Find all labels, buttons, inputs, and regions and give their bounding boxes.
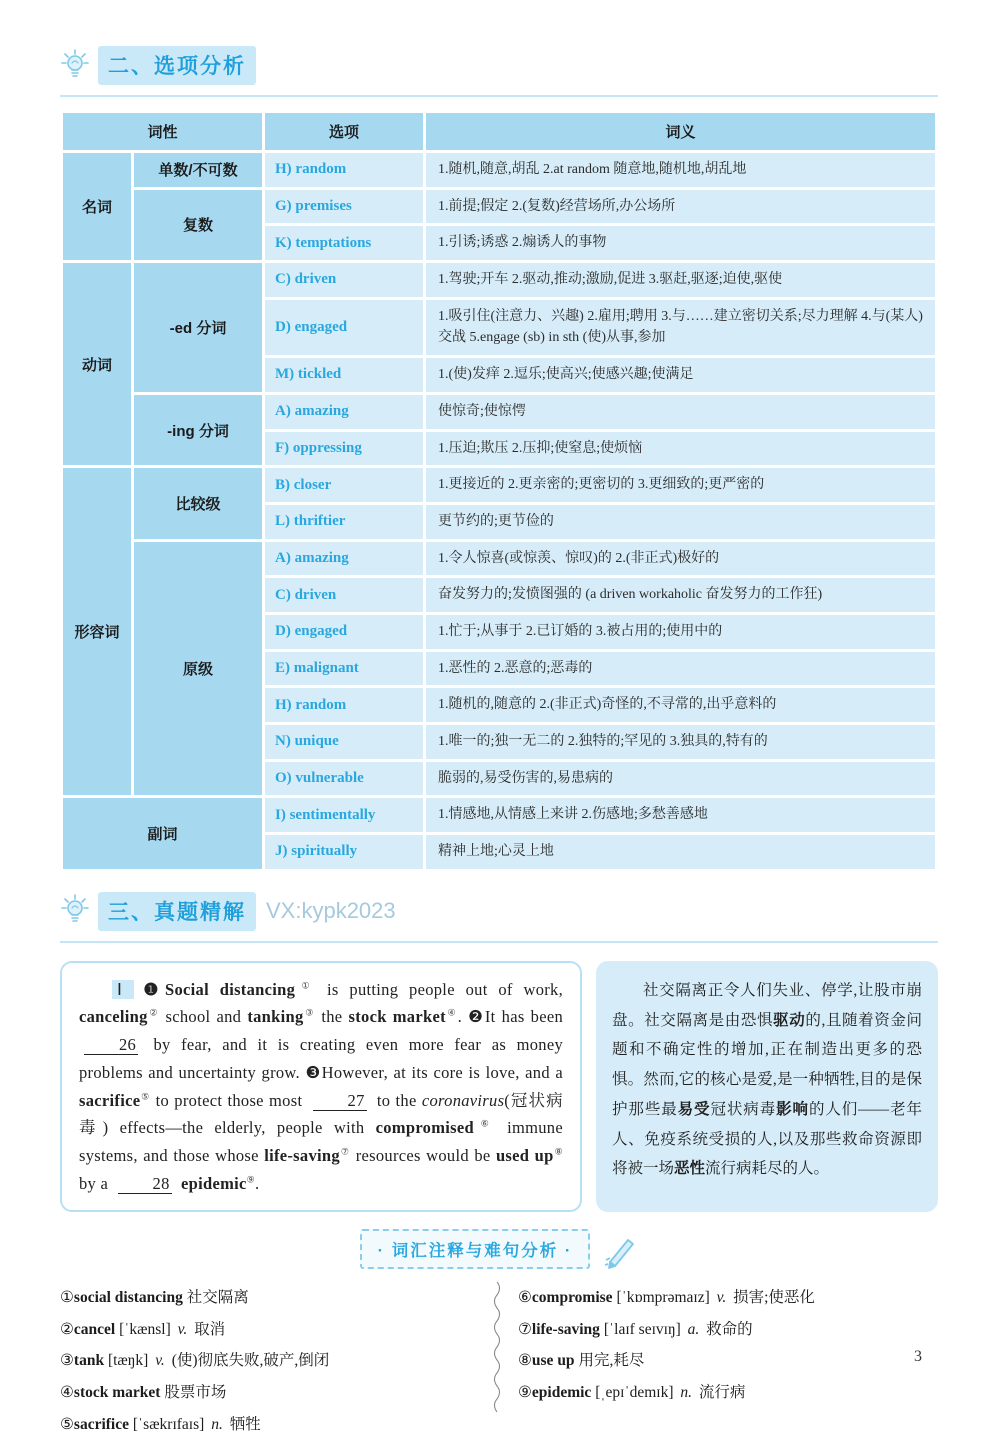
footnote-ref: ④ — [445, 1007, 458, 1018]
table-row — [63, 468, 935, 502]
pos-subgroup-cell: -ed 分词 — [134, 263, 262, 392]
option-cell: N) unique — [265, 725, 423, 759]
options-analysis-table — [60, 110, 938, 872]
passage-row — [60, 961, 938, 1212]
meaning-cell: 精神上地;心灵上地 — [426, 835, 935, 869]
vocab-number: ⑥ — [518, 1288, 532, 1306]
vocab-pos: a. — [683, 1320, 700, 1338]
vocab-number: ② — [60, 1320, 74, 1338]
table-row — [63, 798, 935, 832]
blank-28: 28 — [118, 1175, 172, 1194]
section-title: 三、真题精解 — [98, 892, 256, 931]
meaning-cell: 1.压迫;欺压 2.压抑;使窒息;使烦恼 — [426, 432, 935, 466]
vocab-title-badge: · 词汇注释与难句分析 · — [360, 1229, 591, 1269]
vocab-item — [60, 1345, 490, 1377]
vocab-item — [60, 1282, 490, 1314]
vocab-pos: v. — [712, 1288, 727, 1306]
meaning-cell: 1.恶性的 2.恶意的;恶毒的 — [426, 652, 935, 686]
vocab-item — [518, 1314, 938, 1346]
meaning-cell: 1.唯一的;独一无二的 2.独特的;罕见的 3.独具的,特有的 — [426, 725, 935, 759]
blank-27: 27 — [313, 1092, 367, 1111]
meaning-cell: 使惊奇;使惊愕 — [426, 395, 935, 429]
meaning-cell: 脆弱的,易受伤害的,易患病的 — [426, 762, 935, 796]
pos-subgroup-cell: 单数/不可数 — [134, 153, 262, 187]
paragraph-marker: Ⅰ — [112, 980, 134, 999]
lightbulb-icon — [60, 49, 90, 83]
option-cell: E) malignant — [265, 652, 423, 686]
pos-subgroup-cell: 比较级 — [134, 468, 262, 538]
vocab-pos: n. — [676, 1384, 693, 1402]
pos-group-cell: 副词 — [63, 798, 262, 868]
vocab-number: ⑤ — [60, 1415, 74, 1433]
footnote-ref: ⑧ — [553, 1146, 563, 1157]
vocab-phonetic: [ˈsækrɪfaɪs] — [128, 1415, 205, 1433]
english-passage-box — [60, 961, 582, 1212]
vocab-item — [60, 1377, 490, 1409]
meaning-cell: 1.(使)发痒 2.逗乐;使高兴;使感兴趣;使满足 — [426, 358, 935, 392]
blank-26: 26 — [84, 1036, 138, 1055]
vocab-word: epidemic — [531, 1384, 592, 1402]
vocab-item — [518, 1377, 938, 1409]
meaning-cell: 1.随机,随意,胡乱 2.at random 随意地,随机地,胡乱地 — [426, 153, 935, 187]
vocab-word: cancel — [73, 1320, 116, 1338]
table-row — [63, 542, 935, 576]
lightbulb-icon — [60, 894, 90, 928]
vocab-column-left — [60, 1282, 490, 1441]
pos-group-cell: 形容词 — [63, 468, 131, 795]
header-pos: 词性 — [63, 113, 262, 150]
pos-subgroup-cell: 原级 — [134, 542, 262, 796]
footnote-ref: ② — [147, 1007, 160, 1018]
vocab-number: ⑧ — [518, 1352, 532, 1370]
vocab-lists — [60, 1282, 938, 1441]
pos-subgroup-cell: 复数 — [134, 190, 262, 260]
meaning-cell: 1.驾驶;开车 2.驱动,推动;激励,促进 3.驱赶,驱逐;迫使,驱使 — [426, 263, 935, 297]
vocab-item — [60, 1314, 490, 1346]
vocab-item — [518, 1282, 938, 1314]
option-cell: G) premises — [265, 190, 423, 224]
option-cell: J) spiritually — [265, 835, 423, 869]
vocab-meaning: 救命的 — [702, 1320, 753, 1338]
meaning-cell: 1.忙于;从事于 2.已订婚的 3.被占用的;使用中的 — [426, 615, 935, 649]
section-option-analysis-header — [60, 46, 938, 97]
table-row — [63, 153, 935, 187]
footnote-ref: ③ — [303, 1007, 316, 1018]
option-cell: M) tickled — [265, 358, 423, 392]
vocab-pos: n. — [207, 1415, 223, 1433]
option-cell: I) sentimentally — [265, 798, 423, 832]
option-cell: L) thriftier — [265, 505, 423, 539]
meaning-cell: 更节约的;更节俭的 — [426, 505, 935, 539]
meaning-cell: 1.更接近的 2.更亲密的;更密切的 3.更细致的;更严密的 — [426, 468, 935, 502]
option-cell: D) engaged — [265, 615, 423, 649]
wavy-divider — [490, 1282, 504, 1441]
vocab-word: stock market — [73, 1384, 161, 1402]
vocab-number: ⑦ — [518, 1320, 532, 1338]
footnote-ref: ⑥ — [473, 1118, 496, 1129]
option-cell: O) vulnerable — [265, 762, 423, 796]
footnote-ref: ⑦ — [339, 1146, 351, 1157]
section-analysis-header — [60, 892, 938, 943]
meaning-cell: 1.吸引住(注意力、兴趣) 2.雇用;聘用 3.与……建立密切关系;尽力理解 4.与(某人)交战 5.engage (sb) in sth (使)从事,参加 — [426, 300, 935, 355]
vocab-meaning: 取消 — [190, 1320, 226, 1338]
section-title: 二、选项分析 — [98, 46, 256, 85]
vocab-item — [60, 1409, 490, 1441]
header-option: 选项 — [265, 113, 423, 150]
footnote-ref: ① — [295, 980, 317, 991]
vocab-item — [518, 1345, 938, 1377]
option-cell: C) driven — [265, 263, 423, 297]
vocab-word: sacrifice — [73, 1415, 129, 1433]
table-header-row — [63, 113, 935, 150]
vocab-phonetic: [ˈkɒmprəmaɪz] — [612, 1288, 710, 1306]
vocab-word: use up — [531, 1352, 575, 1370]
vocab-word: life-saving — [531, 1320, 600, 1338]
page-number: 3 — [914, 1348, 922, 1365]
vocab-number: ③ — [60, 1352, 74, 1370]
vocab-phonetic: [tæŋk] — [104, 1352, 149, 1370]
option-cell: D) engaged — [265, 300, 423, 355]
vocab-meaning: (使)彻底失败,破产,倒闭 — [167, 1352, 330, 1370]
pos-subgroup-cell: -ing 分词 — [134, 395, 262, 465]
meaning-cell: 1.前提;假定 2.(复数)经营场所,办公场所 — [426, 190, 935, 224]
pen-icon — [598, 1234, 638, 1270]
vocab-column-right — [504, 1282, 938, 1441]
header-meaning: 词义 — [426, 113, 935, 150]
vocab-meaning: 用完,耗尽 — [574, 1352, 645, 1370]
meaning-cell: 1.令人惊喜(或惊羡、惊叹)的 2.(非正式)极好的 — [426, 542, 935, 576]
option-cell: B) closer — [265, 468, 423, 502]
meaning-cell: 奋发努力的;发愤图强的 (a driven workaholic 奋发努力的工作狂) — [426, 578, 935, 612]
table-row — [63, 263, 935, 297]
option-cell: A) amazing — [265, 542, 423, 576]
vocab-meaning: 社交隔离 — [182, 1288, 249, 1306]
footnote-ref: ⑤ — [140, 1091, 151, 1102]
option-cell: K) temptations — [265, 226, 423, 260]
vocab-phonetic: [ˈlaɪf seɪvɪŋ] — [599, 1320, 681, 1338]
watermark-text: VX:kypk2023 — [266, 898, 396, 924]
vocab-phonetic: [ˌepɪˈdemɪk] — [591, 1384, 674, 1402]
vocab-meaning: 损害;使恶化 — [729, 1288, 815, 1306]
option-cell: C) driven — [265, 578, 423, 612]
english-passage: Ⅰ ❶Social distancing① is putting people out of work, canceling② school and tanking③ the stock market④. ❷It has been 26 by fear, and it is creating even more fear as money problems and uncertainty grow. ❸However, at its core is love, and a sacrifice⑤ to protect those most 27 to the coronavirus(冠状病毒) effects—the elderly, people with compromised⑥ immune systems, and those whose life-saving⑦ resources would be used up⑧ by a 28 epidemic⑨. — [79, 979, 564, 1193]
option-cell: H) random — [265, 688, 423, 722]
meaning-cell: 1.随机的,随意的 2.(非正式)奇怪的,不寻常的,出乎意料的 — [426, 688, 935, 722]
vocab-pos: v. — [151, 1352, 165, 1370]
meaning-cell: 1.情感地,从情感上来讲 2.伤感地;多愁善感地 — [426, 798, 935, 832]
meaning-cell: 1.引诱;诱惑 2.煽诱人的事物 — [426, 226, 935, 260]
pos-group-cell: 名词 — [63, 153, 131, 260]
chinese-translation: 社交隔离正令人们失业、停学,让股市崩盘。社交隔离是由恐惧驱动的,且随着资金问题和不确定性的增加,正在制造出更多的恐惧。然而,它的核心是爱,是一种牺牲,目的是保护那些最易受冠状病毒影响的人们——老年人、免疫系统受损的人,以及那些救命资源即将被一场恶性流行病耗尽的人。 — [612, 981, 922, 1178]
vocab-meaning: 流行病 — [695, 1384, 746, 1402]
option-cell: F) oppressing — [265, 432, 423, 466]
vocab-pos: v. — [173, 1320, 188, 1338]
option-cell: A) amazing — [265, 395, 423, 429]
table-row — [63, 190, 935, 224]
vocab-word: tank — [73, 1352, 105, 1370]
pos-group-cell: 动词 — [63, 263, 131, 465]
vocab-phonetic: [ˈkænsl] — [115, 1320, 171, 1338]
option-cell: H) random — [265, 153, 423, 187]
vocab-word: compromise — [531, 1288, 613, 1306]
page-content — [60, 46, 938, 1441]
vocab-section-header — [60, 1229, 938, 1270]
vocab-number: ⑨ — [518, 1384, 532, 1402]
table-row — [63, 395, 935, 429]
footnote-ref: ⑨ — [246, 1174, 256, 1185]
vocab-meaning: 牺牲 — [225, 1415, 261, 1433]
vocab-number: ④ — [60, 1384, 74, 1402]
vocab-number: ① — [60, 1288, 74, 1306]
vocab-meaning: 股票市场 — [160, 1384, 227, 1402]
chinese-translation-box — [596, 961, 938, 1212]
vocab-word: social distancing — [73, 1288, 183, 1306]
